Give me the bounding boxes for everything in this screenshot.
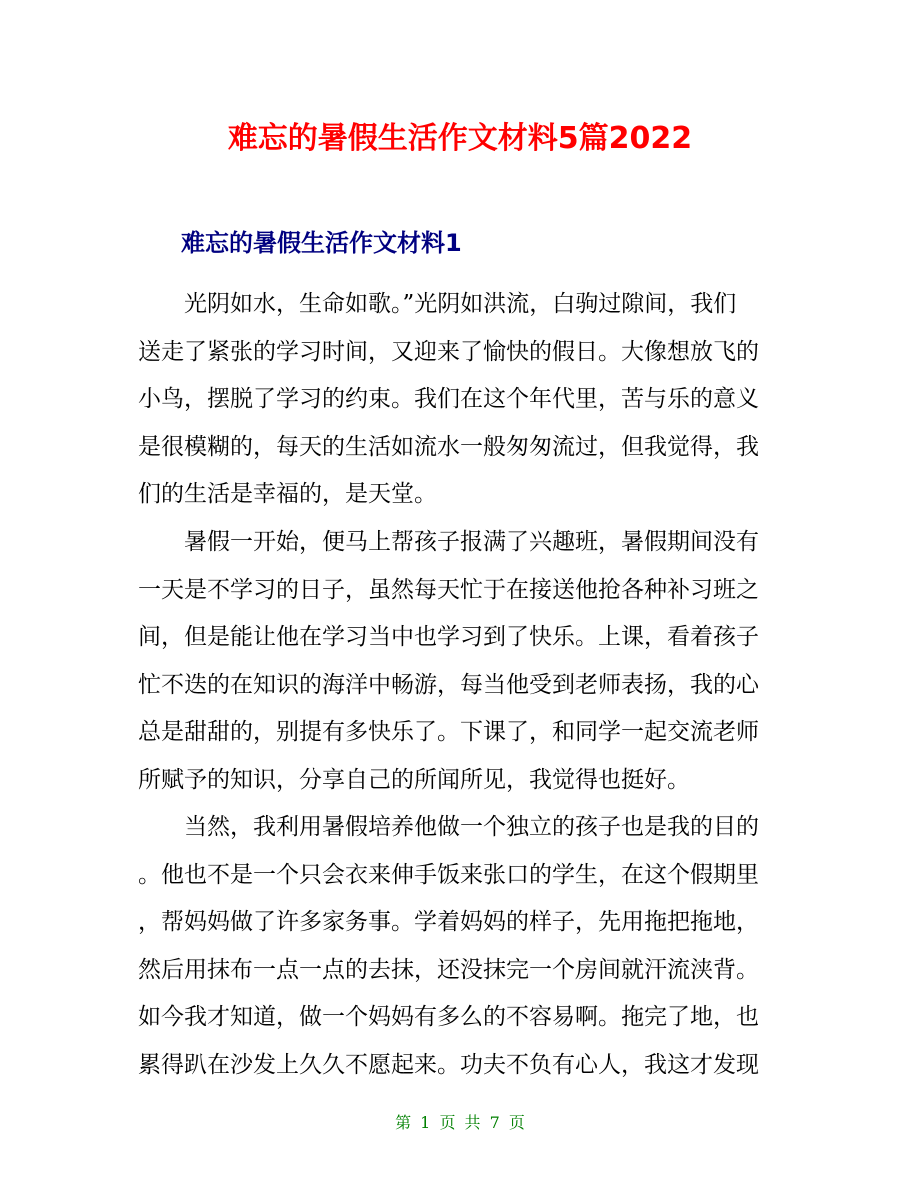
paragraph-line: 忙不迭的在知识的海洋中畅游，每当他受到老师表扬，我的心	[138, 671, 759, 698]
paragraph-line: 。他也不是一个只会衣来伸手饭来张口的学生，在这个假期里	[138, 861, 759, 888]
paragraph-line: 总是甜甜的，别提有多快乐了。下课了，和同学一起交流老师	[138, 719, 759, 745]
paragraph-line: 暑假一开始，便马上帮孩子报满了兴趣班，暑假期间没有	[138, 529, 759, 555]
paragraph-line: 送走了紧张的学习时间，又迎来了愉快的假日。大像想放飞的	[138, 338, 759, 365]
section-heading: 难忘的暑假生活作文材料1	[181, 229, 462, 257]
paragraph-1	[138, 281, 786, 519]
paragraph-line: 们的生活是幸福的，是天堂。	[138, 481, 437, 507]
paragraph-line: 所赋予的知识，分享自己的所闻所见，我觉得也挺好。	[138, 766, 690, 793]
document-title: 难忘的暑假生活作文材料5篇2022	[227, 121, 693, 156]
paragraph-line: 如今我才知道，做一个妈妈有多么的不容易啊。拖完了地，也	[138, 1004, 759, 1030]
paragraph-2	[138, 519, 786, 804]
paragraph-line: 小鸟，摆脱了学习的约束。我们在这个年代里，苦与乐的意义	[138, 386, 759, 412]
paragraph-line: 是很模糊的，每天的生活如流水一般匆匆流过，但我觉得，我	[138, 433, 759, 460]
paragraph-line: 累得趴在沙发上久久不愿起来。功夫不负有心人，我这才发现	[138, 1051, 759, 1078]
paragraph-line: ，帮妈妈做了许多家务事。学着妈妈的样子，先用拖把拖地，	[138, 909, 759, 935]
paragraph-line: 一天是不学习的日子，虽然每天忙于在接送他抢各种补习班之	[138, 576, 759, 603]
paragraph-line: 间，但是能让他在学习当中也学习到了快乐。上课，看着孩子	[138, 624, 759, 650]
page-number-footer: 第 1 页 共 7 页	[395, 1113, 525, 1132]
paragraph-line: 然后用抹布一点一点的去抹，还没抹完一个房间就汗流浃背。	[138, 956, 759, 983]
paragraph-3	[138, 804, 786, 1089]
paragraph-line: 当然，我利用暑假培养他做一个独立的孩子也是我的目的	[138, 814, 759, 840]
paragraph-line: 光阴如水，生命如歌。”光阴如洪流，白驹过隙间，我们	[138, 291, 737, 317]
